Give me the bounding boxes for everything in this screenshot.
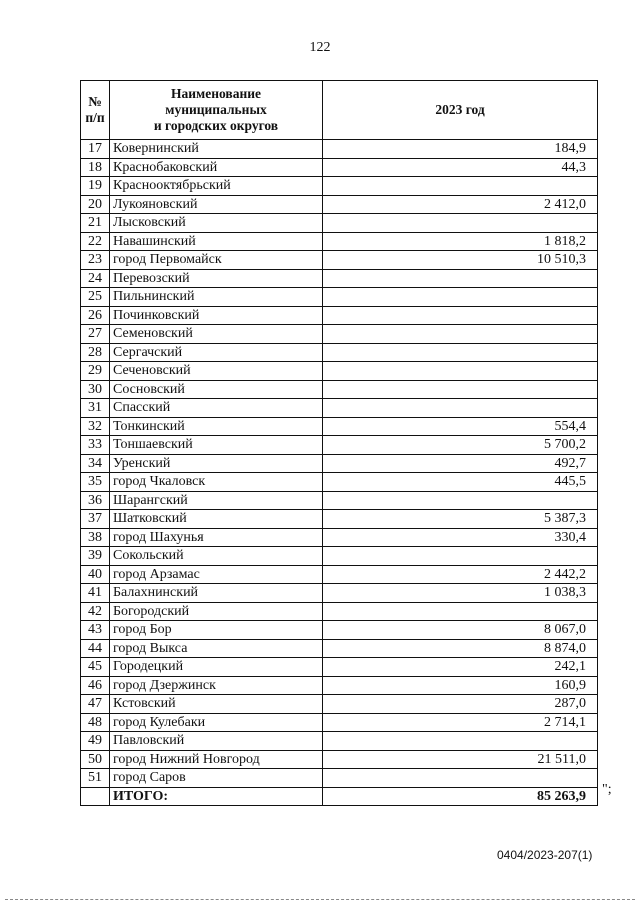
row-value <box>323 362 598 381</box>
row-value: 21 511,0 <box>323 750 598 769</box>
table-row <box>81 713 598 732</box>
header-name-line1: Наименование <box>171 86 261 101</box>
row-name: Кстовский <box>110 695 323 714</box>
row-value <box>323 732 598 751</box>
row-name: город Чкаловск <box>110 473 323 492</box>
row-number: 50 <box>81 750 110 769</box>
row-name: город Саров <box>110 769 323 788</box>
table-row <box>81 214 598 233</box>
row-number: 39 <box>81 547 110 566</box>
row-name: Починковский <box>110 306 323 325</box>
table-row <box>81 602 598 621</box>
row-number: 28 <box>81 343 110 362</box>
row-value: 330,4 <box>323 528 598 547</box>
table-row <box>81 750 598 769</box>
row-number: 17 <box>81 140 110 159</box>
row-value: 242,1 <box>323 658 598 677</box>
table-row <box>81 454 598 473</box>
budget-table <box>80 80 598 806</box>
row-value: 2 714,1 <box>323 713 598 732</box>
row-value <box>323 269 598 288</box>
row-number: 38 <box>81 528 110 547</box>
row-name: Сергачский <box>110 343 323 362</box>
row-number: 27 <box>81 325 110 344</box>
table-row <box>81 621 598 640</box>
row-number: 22 <box>81 232 110 251</box>
total-label: ИТОГО: <box>110 787 323 806</box>
row-number: 42 <box>81 602 110 621</box>
row-value: 160,9 <box>323 676 598 695</box>
row-value: 44,3 <box>323 158 598 177</box>
row-name: город Арзамас <box>110 565 323 584</box>
row-value: 184,9 <box>323 140 598 159</box>
table-row <box>81 528 598 547</box>
document-code: 0404/2023-207(1) <box>497 848 593 862</box>
table-row <box>81 380 598 399</box>
row-name: Семеновский <box>110 325 323 344</box>
row-name: Павловский <box>110 732 323 751</box>
row-value: 554,4 <box>323 417 598 436</box>
row-number: 29 <box>81 362 110 381</box>
row-name: Тоншаевский <box>110 436 323 455</box>
table-row <box>81 417 598 436</box>
total-num-cell <box>81 787 110 806</box>
row-value: 287,0 <box>323 695 598 714</box>
row-value: 2 412,0 <box>323 195 598 214</box>
row-value: 1 038,3 <box>323 584 598 603</box>
row-name: город Первомайск <box>110 251 323 270</box>
table-row <box>81 769 598 788</box>
row-name: Лысковский <box>110 214 323 233</box>
row-number: 37 <box>81 510 110 529</box>
header-number <box>81 81 110 140</box>
row-name: город Шахунья <box>110 528 323 547</box>
row-value: 1 818,2 <box>323 232 598 251</box>
row-name: Навашинский <box>110 232 323 251</box>
row-value <box>323 547 598 566</box>
table-row <box>81 584 598 603</box>
row-name: город Дзержинск <box>110 676 323 695</box>
row-value: 8 067,0 <box>323 621 598 640</box>
row-name: город Нижний Новгород <box>110 750 323 769</box>
table-row <box>81 325 598 344</box>
row-number: 32 <box>81 417 110 436</box>
row-name: Тонкинский <box>110 417 323 436</box>
row-number: 41 <box>81 584 110 603</box>
table-row <box>81 436 598 455</box>
row-value <box>323 288 598 307</box>
table-row <box>81 306 598 325</box>
page-bottom-line <box>5 899 635 900</box>
page-number: 122 <box>309 40 331 55</box>
row-value <box>323 343 598 362</box>
total-row <box>81 787 598 806</box>
table-row <box>81 251 598 270</box>
header-name <box>110 81 323 140</box>
row-name: Балахнинский <box>110 584 323 603</box>
row-value: 492,7 <box>323 454 598 473</box>
table-row <box>81 658 598 677</box>
row-name: Богородский <box>110 602 323 621</box>
table-row <box>81 158 598 177</box>
row-name: город Выкса <box>110 639 323 658</box>
header-number-line1: № <box>88 94 102 109</box>
row-name: Перевозский <box>110 269 323 288</box>
row-name: Шарангский <box>110 491 323 510</box>
row-value <box>323 769 598 788</box>
row-number: 43 <box>81 621 110 640</box>
row-name: Шатковский <box>110 510 323 529</box>
closing-quote-mark: "; <box>602 782 612 797</box>
row-number: 34 <box>81 454 110 473</box>
row-value <box>323 380 598 399</box>
total-value: 85 263,9 <box>323 787 598 806</box>
row-value: 10 510,3 <box>323 251 598 270</box>
table-row <box>81 399 598 418</box>
row-number: 18 <box>81 158 110 177</box>
row-number: 35 <box>81 473 110 492</box>
table-row <box>81 269 598 288</box>
row-name: Городецкий <box>110 658 323 677</box>
row-number: 25 <box>81 288 110 307</box>
table-row <box>81 473 598 492</box>
row-number: 51 <box>81 769 110 788</box>
row-number: 26 <box>81 306 110 325</box>
row-number: 19 <box>81 177 110 196</box>
row-value <box>323 491 598 510</box>
table-row <box>81 491 598 510</box>
row-number: 36 <box>81 491 110 510</box>
table-header-row <box>81 81 598 140</box>
row-number: 45 <box>81 658 110 677</box>
row-value: 5 387,3 <box>323 510 598 529</box>
row-value <box>323 602 598 621</box>
header-name-line3: и городских округов <box>153 118 279 133</box>
row-number: 23 <box>81 251 110 270</box>
row-number: 24 <box>81 269 110 288</box>
row-value: 2 442,2 <box>323 565 598 584</box>
row-value: 445,5 <box>323 473 598 492</box>
table-row <box>81 676 598 695</box>
table-row <box>81 232 598 251</box>
header-name-line2: муниципальных <box>165 102 267 117</box>
table-row <box>81 639 598 658</box>
row-number: 20 <box>81 195 110 214</box>
row-value <box>323 306 598 325</box>
row-number: 44 <box>81 639 110 658</box>
row-name: Сеченовский <box>110 362 323 381</box>
row-number: 49 <box>81 732 110 751</box>
table-row <box>81 362 598 381</box>
row-name: Ковернинский <box>110 140 323 159</box>
row-name: Спасский <box>110 399 323 418</box>
row-name: Краснобаковский <box>110 158 323 177</box>
row-value <box>323 214 598 233</box>
table-row <box>81 343 598 362</box>
row-value <box>323 399 598 418</box>
row-number: 46 <box>81 676 110 695</box>
table-row <box>81 288 598 307</box>
header-number-line2: п/п <box>85 110 105 125</box>
row-value <box>323 325 598 344</box>
row-value: 5 700,2 <box>323 436 598 455</box>
table-row <box>81 565 598 584</box>
table-row <box>81 547 598 566</box>
row-value <box>323 177 598 196</box>
table-row <box>81 177 598 196</box>
row-name: Сосновский <box>110 380 323 399</box>
row-number: 31 <box>81 399 110 418</box>
row-number: 33 <box>81 436 110 455</box>
row-name: Краснооктябрьский <box>110 177 323 196</box>
table-row <box>81 732 598 751</box>
table-row <box>81 695 598 714</box>
row-number: 21 <box>81 214 110 233</box>
table-row <box>81 140 598 159</box>
row-name: Сокольский <box>110 547 323 566</box>
row-name: Уренский <box>110 454 323 473</box>
table-row <box>81 195 598 214</box>
row-number: 40 <box>81 565 110 584</box>
table-row <box>81 510 598 529</box>
row-number: 47 <box>81 695 110 714</box>
row-number: 30 <box>81 380 110 399</box>
row-number: 48 <box>81 713 110 732</box>
row-name: город Кулебаки <box>110 713 323 732</box>
row-name: Лукояновский <box>110 195 323 214</box>
row-value: 8 874,0 <box>323 639 598 658</box>
row-name: город Бор <box>110 621 323 640</box>
row-name: Пильнинский <box>110 288 323 307</box>
header-year: 2023 год <box>323 81 598 140</box>
